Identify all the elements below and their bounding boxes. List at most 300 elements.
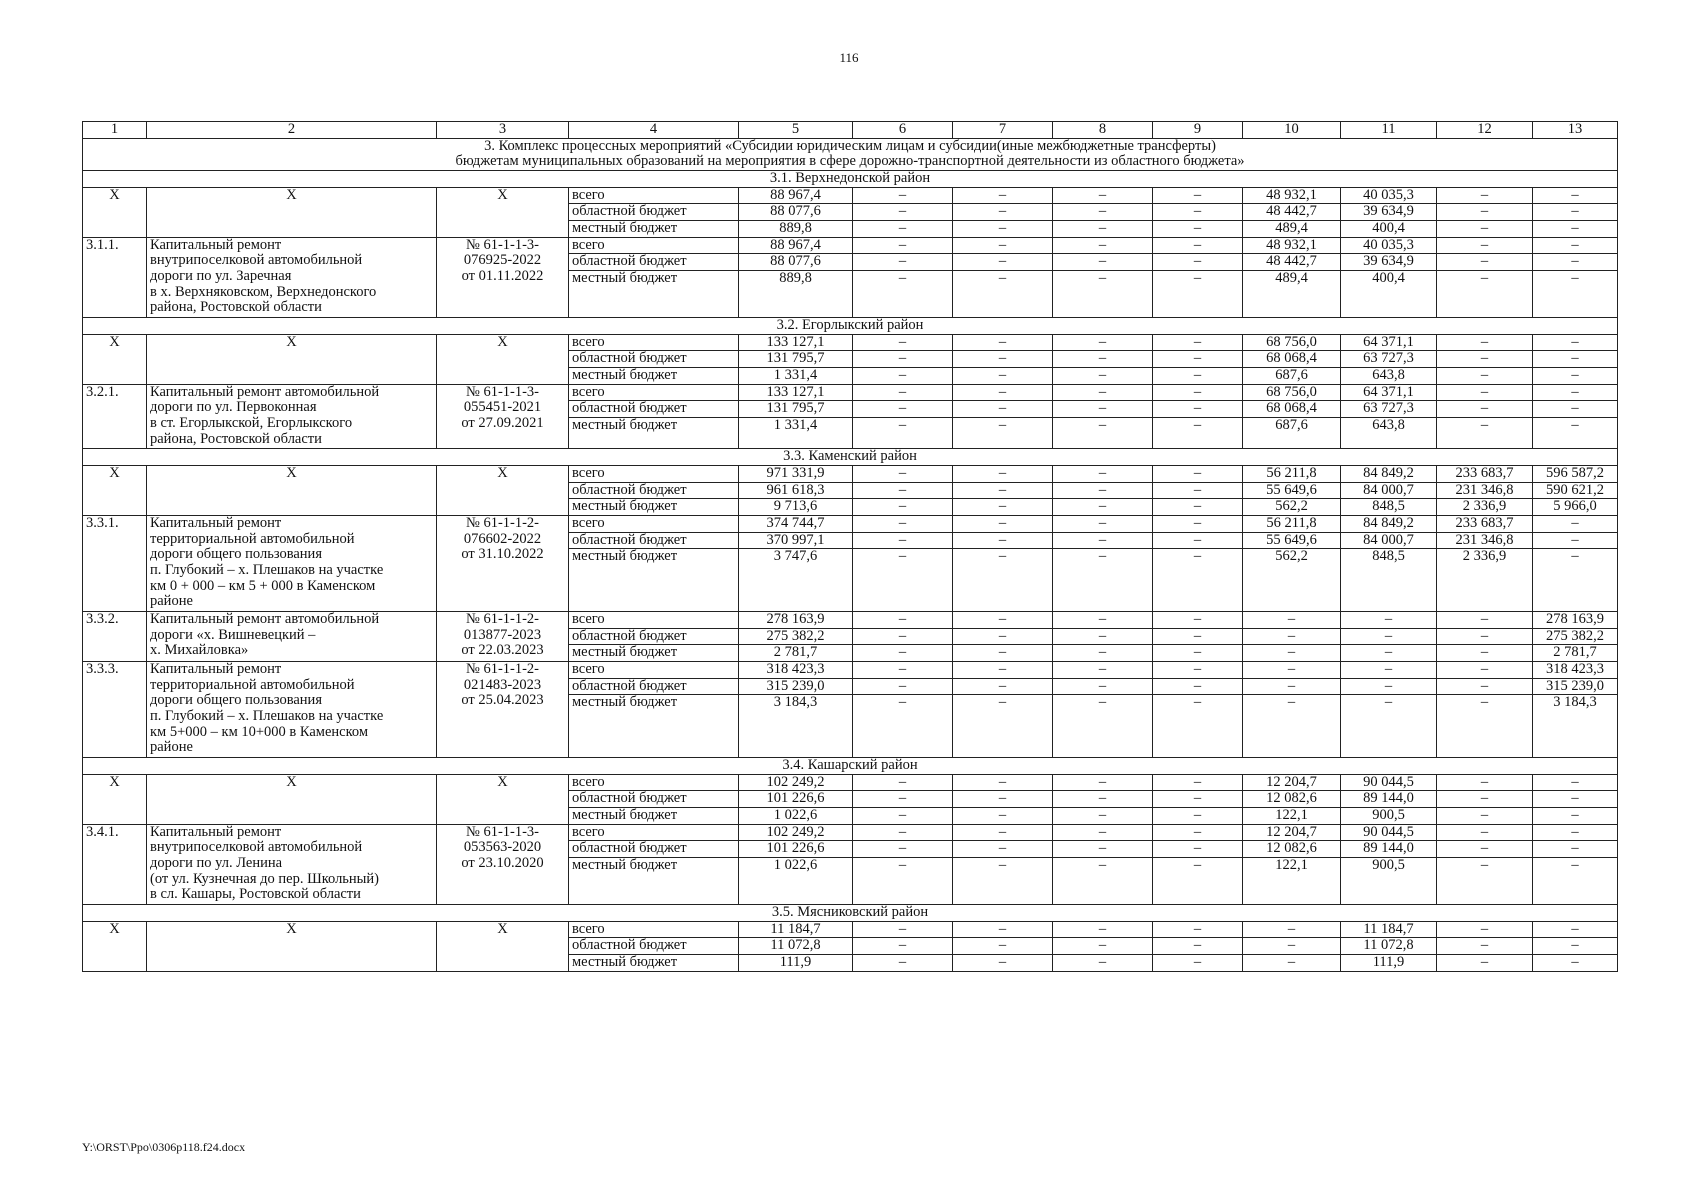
funding-source: областной бюджет	[569, 351, 739, 368]
value-cell: –	[1053, 465, 1153, 482]
value-cell: –	[1243, 955, 1341, 972]
value-cell: –	[853, 628, 953, 645]
value-cell: 374 744,7	[739, 515, 853, 532]
value-cell: 971 331,9	[739, 465, 853, 482]
value-cell: –	[853, 841, 953, 858]
column-header: 3	[437, 122, 569, 139]
column-header: 5	[739, 122, 853, 139]
value-cell: 687,6	[1243, 417, 1341, 448]
funding-source: местный бюджет	[569, 499, 739, 516]
funding-source: местный бюджет	[569, 549, 739, 612]
value-cell: –	[853, 549, 953, 612]
value-cell: 102 249,2	[739, 774, 853, 791]
section-row	[83, 905, 1618, 922]
value-cell: –	[1153, 465, 1243, 482]
value-cell: –	[953, 220, 1053, 237]
value-cell: –	[953, 334, 1053, 351]
value-cell: 89 144,0	[1341, 791, 1437, 808]
funding-source: местный бюджет	[569, 695, 739, 758]
value-cell: 89 144,0	[1341, 841, 1437, 858]
value-cell: 111,9	[739, 955, 853, 972]
item-document: № 61-1-1-2- 076602-2022 от 31.10.2022	[437, 515, 569, 611]
section-row	[83, 758, 1618, 775]
value-cell: –	[1533, 532, 1618, 549]
value-cell: –	[1437, 678, 1533, 695]
item-number: X	[83, 187, 147, 237]
item-number: 3.3.2.	[83, 612, 147, 662]
value-cell: –	[853, 237, 953, 254]
section-title: 3.4. Кашарский район	[83, 758, 1618, 775]
value-cell: –	[1437, 695, 1533, 758]
value-cell: –	[1533, 351, 1618, 368]
table-row	[83, 237, 1618, 254]
table-row	[83, 515, 1618, 532]
value-cell: –	[1437, 254, 1533, 271]
item-document: X	[437, 187, 569, 237]
value-cell: 56 211,8	[1243, 515, 1341, 532]
value-cell: 900,5	[1341, 808, 1437, 825]
value-cell: –	[1533, 549, 1618, 612]
value-cell: –	[853, 858, 953, 905]
value-cell: 88 967,4	[739, 187, 853, 204]
value-cell: –	[1533, 791, 1618, 808]
section-row	[83, 449, 1618, 466]
value-cell: –	[953, 662, 1053, 679]
value-cell: –	[953, 549, 1053, 612]
value-cell: –	[1053, 628, 1153, 645]
value-cell: –	[853, 938, 953, 955]
value-cell: –	[1053, 695, 1153, 758]
funding-source: местный бюджет	[569, 417, 739, 448]
value-cell: 318 423,3	[1533, 662, 1618, 679]
value-cell: –	[1053, 482, 1153, 499]
value-cell: 12 204,7	[1243, 774, 1341, 791]
value-cell: –	[1053, 254, 1153, 271]
value-cell: –	[1437, 791, 1533, 808]
value-cell: 3 747,6	[739, 549, 853, 612]
value-cell: –	[853, 220, 953, 237]
value-cell: –	[853, 417, 953, 448]
table-row	[83, 921, 1618, 938]
value-cell: 233 683,7	[1437, 515, 1533, 532]
value-cell: 231 346,8	[1437, 532, 1533, 549]
value-cell: 11 184,7	[739, 921, 853, 938]
value-cell: –	[1243, 678, 1341, 695]
value-cell: –	[1437, 628, 1533, 645]
value-cell: 84 849,2	[1341, 515, 1437, 532]
value-cell: –	[1533, 417, 1618, 448]
value-cell: –	[1533, 254, 1618, 271]
column-header: 7	[953, 122, 1053, 139]
value-cell: –	[1533, 774, 1618, 791]
item-number: 3.3.1.	[83, 515, 147, 611]
item-number: X	[83, 921, 147, 971]
value-cell: –	[1153, 628, 1243, 645]
funding-source: областной бюджет	[569, 532, 739, 549]
value-cell: –	[1243, 662, 1341, 679]
value-cell: –	[1153, 482, 1243, 499]
section-title: 3.3. Каменский район	[83, 449, 1618, 466]
value-cell: 90 044,5	[1341, 774, 1437, 791]
column-header: 9	[1153, 122, 1243, 139]
value-cell: 68 068,4	[1243, 401, 1341, 418]
value-cell: –	[1053, 921, 1153, 938]
value-cell: –	[1437, 367, 1533, 384]
value-cell: 40 035,3	[1341, 187, 1437, 204]
value-cell: –	[953, 482, 1053, 499]
value-cell: –	[1053, 401, 1153, 418]
value-cell: 68 068,4	[1243, 351, 1341, 368]
value-cell: 233 683,7	[1437, 465, 1533, 482]
funding-source: местный бюджет	[569, 808, 739, 825]
value-cell: 318 423,3	[739, 662, 853, 679]
value-cell: 39 634,9	[1341, 204, 1437, 221]
value-cell: –	[1243, 695, 1341, 758]
value-cell: –	[953, 858, 1053, 905]
value-cell: –	[1437, 841, 1533, 858]
value-cell: 590 621,2	[1533, 482, 1618, 499]
value-cell: –	[1153, 254, 1243, 271]
value-cell: –	[1533, 334, 1618, 351]
value-cell: 961 618,3	[739, 482, 853, 499]
value-cell: –	[1153, 938, 1243, 955]
value-cell: –	[1437, 351, 1533, 368]
value-cell: 12 082,6	[1243, 841, 1341, 858]
value-cell: –	[1053, 384, 1153, 401]
complex-title-line-2: бюджетам муниципальных образований на мероприятия в сфере дорожно-транспортной деятельности из областного бюджета»	[455, 153, 1245, 170]
value-cell: 11 072,8	[739, 938, 853, 955]
value-cell: –	[1053, 808, 1153, 825]
value-cell: –	[1243, 628, 1341, 645]
value-cell: –	[853, 334, 953, 351]
value-cell: –	[953, 774, 1053, 791]
funding-source: всего	[569, 921, 739, 938]
item-number: 3.1.1.	[83, 237, 147, 317]
item-document: X	[437, 465, 569, 515]
value-cell: 3 184,3	[739, 695, 853, 758]
section-row	[83, 170, 1618, 187]
value-cell: –	[1437, 858, 1533, 905]
value-cell: –	[1437, 204, 1533, 221]
item-number: X	[83, 334, 147, 384]
value-cell: –	[1437, 237, 1533, 254]
item-document: № 61-1-1-2- 021483-2023 от 25.04.2023	[437, 662, 569, 758]
value-cell: 131 795,7	[739, 401, 853, 418]
value-cell: 84 849,2	[1341, 465, 1437, 482]
value-cell: 2 781,7	[1533, 645, 1618, 662]
value-cell: 64 371,1	[1341, 384, 1437, 401]
value-cell: –	[853, 270, 953, 317]
value-cell: –	[1533, 367, 1618, 384]
value-cell: –	[1153, 695, 1243, 758]
funding-source: областной бюджет	[569, 841, 739, 858]
value-cell: –	[853, 482, 953, 499]
value-cell: –	[953, 695, 1053, 758]
value-cell: 562,2	[1243, 499, 1341, 516]
value-cell: 88 077,6	[739, 204, 853, 221]
value-cell: –	[1437, 808, 1533, 825]
value-cell: 643,8	[1341, 367, 1437, 384]
item-document: № 61-1-1-3- 076925-2022 от 01.11.2022	[437, 237, 569, 317]
value-cell: 55 649,6	[1243, 482, 1341, 499]
value-cell: –	[1153, 237, 1243, 254]
value-cell: –	[853, 662, 953, 679]
value-cell: –	[1053, 678, 1153, 695]
value-cell: 11 072,8	[1341, 938, 1437, 955]
value-cell: –	[1053, 791, 1153, 808]
value-cell: –	[1243, 645, 1341, 662]
item-number: 3.3.3.	[83, 662, 147, 758]
value-cell: –	[1153, 549, 1243, 612]
value-cell: –	[853, 204, 953, 221]
value-cell: 3 184,3	[1533, 695, 1618, 758]
value-cell: –	[1153, 921, 1243, 938]
value-cell: –	[953, 384, 1053, 401]
value-cell: –	[853, 515, 953, 532]
section-title: 3.5. Мясниковский район	[83, 905, 1618, 922]
value-cell: 900,5	[1341, 858, 1437, 905]
value-cell: –	[1437, 384, 1533, 401]
value-cell: –	[953, 401, 1053, 418]
value-cell: 400,4	[1341, 220, 1437, 237]
value-cell: –	[953, 612, 1053, 629]
value-cell: –	[953, 678, 1053, 695]
column-header: 1	[83, 122, 147, 139]
item-name: X	[147, 921, 437, 971]
complex-title-row	[83, 138, 1618, 170]
value-cell: –	[853, 921, 953, 938]
table-row	[83, 612, 1618, 629]
value-cell: 101 226,6	[739, 841, 853, 858]
column-header: 13	[1533, 122, 1618, 139]
complex-title-line-1: 3. Комплекс процессных мероприятий «Субсидии юридическим лицам и субсидии(иные межбюджетные трансферты)	[484, 138, 1216, 154]
value-cell: –	[1533, 824, 1618, 841]
funding-source: местный бюджет	[569, 270, 739, 317]
value-cell: –	[853, 254, 953, 271]
value-cell: 848,5	[1341, 499, 1437, 516]
footer-file-path: Y:\ORST\Ppo\0306p118.f24.docx	[82, 1140, 246, 1154]
value-cell: 133 127,1	[739, 384, 853, 401]
value-cell: –	[1153, 612, 1243, 629]
value-cell: –	[953, 532, 1053, 549]
table-row	[83, 662, 1618, 679]
value-cell: 48 932,1	[1243, 187, 1341, 204]
item-name: Капитальный ремонт автомобильной дороги «х. Вишневецкий – х. Михайловка»	[147, 612, 437, 662]
value-cell: –	[953, 270, 1053, 317]
value-cell: –	[1243, 938, 1341, 955]
table-row	[83, 465, 1618, 482]
value-cell: –	[1341, 612, 1437, 629]
item-name: Капитальный ремонт территориальной автомобильной дороги общего пользования п. Глубокий – х. Плешаков на участке км 0 + 000 – км 5 + 000 в Каменском районе	[147, 515, 437, 611]
value-cell: –	[1341, 695, 1437, 758]
value-cell: –	[853, 612, 953, 629]
item-name: Капитальный ремонт внутрипоселковой автомобильной дороги по ул. Ленина (от ул. Кузнечная до пер. Школьный) в сл. Кашары, Ростовской области	[147, 824, 437, 904]
value-cell: 90 044,5	[1341, 824, 1437, 841]
value-cell: –	[953, 921, 1053, 938]
value-cell: –	[1153, 645, 1243, 662]
value-cell: 1 331,4	[739, 417, 853, 448]
value-cell: 489,4	[1243, 270, 1341, 317]
value-cell: –	[1153, 220, 1243, 237]
value-cell: –	[953, 417, 1053, 448]
value-cell: –	[853, 401, 953, 418]
funding-source: местный бюджет	[569, 367, 739, 384]
value-cell: –	[953, 499, 1053, 516]
funding-source: всего	[569, 237, 739, 254]
funding-source: областной бюджет	[569, 401, 739, 418]
column-header: 11	[1341, 122, 1437, 139]
column-header: 6	[853, 122, 953, 139]
section-title: 3.1. Верхнедонской район	[83, 170, 1618, 187]
value-cell: –	[1053, 824, 1153, 841]
value-cell: –	[1153, 367, 1243, 384]
value-cell: –	[853, 695, 953, 758]
value-cell: –	[1533, 808, 1618, 825]
value-cell: –	[1153, 270, 1243, 317]
value-cell: –	[1533, 938, 1618, 955]
value-cell: –	[1053, 417, 1153, 448]
value-cell: 596 587,2	[1533, 465, 1618, 482]
value-cell: 562,2	[1243, 549, 1341, 612]
value-cell: –	[1437, 187, 1533, 204]
value-cell: –	[1053, 187, 1153, 204]
value-cell: –	[853, 367, 953, 384]
value-cell: 370 997,1	[739, 532, 853, 549]
value-cell: –	[1437, 612, 1533, 629]
value-cell: –	[1153, 187, 1243, 204]
value-cell: –	[1341, 628, 1437, 645]
funding-source: областной бюджет	[569, 791, 739, 808]
value-cell: –	[1153, 384, 1243, 401]
value-cell: 278 163,9	[1533, 612, 1618, 629]
value-cell: 2 781,7	[739, 645, 853, 662]
value-cell: 56 211,8	[1243, 465, 1341, 482]
value-cell: 84 000,7	[1341, 482, 1437, 499]
value-cell: –	[1153, 401, 1243, 418]
value-cell: –	[1437, 645, 1533, 662]
value-cell: –	[1437, 401, 1533, 418]
value-cell: –	[853, 645, 953, 662]
value-cell: –	[853, 791, 953, 808]
value-cell: 88 077,6	[739, 254, 853, 271]
value-cell: 101 226,6	[739, 791, 853, 808]
value-cell: 2 336,9	[1437, 549, 1533, 612]
value-cell: 39 634,9	[1341, 254, 1437, 271]
value-cell: 9 713,6	[739, 499, 853, 516]
value-cell: 643,8	[1341, 417, 1437, 448]
value-cell: 489,4	[1243, 220, 1341, 237]
value-cell: –	[953, 351, 1053, 368]
value-cell: –	[953, 628, 1053, 645]
item-name: Капитальный ремонт внутрипоселковой автомобильной дороги по ул. Заречная в х. Верхняковском, Верхнедонского района, Ростовской области	[147, 237, 437, 317]
column-header: 12	[1437, 122, 1533, 139]
value-cell: –	[853, 351, 953, 368]
value-cell: –	[1053, 841, 1153, 858]
value-cell: –	[1153, 334, 1243, 351]
value-cell: 48 442,7	[1243, 204, 1341, 221]
value-cell: 63 727,3	[1341, 351, 1437, 368]
value-cell: 400,4	[1341, 270, 1437, 317]
value-cell: 275 382,2	[1533, 628, 1618, 645]
value-cell: –	[853, 678, 953, 695]
value-cell: –	[1533, 384, 1618, 401]
funding-source: областной бюджет	[569, 938, 739, 955]
value-cell: –	[1053, 774, 1153, 791]
value-cell: –	[1153, 858, 1243, 905]
item-document: X	[437, 921, 569, 971]
item-document: X	[437, 774, 569, 824]
value-cell: –	[1437, 824, 1533, 841]
value-cell: 889,8	[739, 220, 853, 237]
value-cell: –	[1243, 921, 1341, 938]
funding-source: всего	[569, 465, 739, 482]
table-row	[83, 384, 1618, 401]
table-body	[83, 122, 1618, 972]
value-cell: –	[1341, 662, 1437, 679]
value-cell: –	[1437, 270, 1533, 317]
value-cell: 131 795,7	[739, 351, 853, 368]
value-cell: –	[1341, 645, 1437, 662]
value-cell: –	[953, 367, 1053, 384]
column-header: 10	[1243, 122, 1341, 139]
funding-source: всего	[569, 384, 739, 401]
table-row	[83, 774, 1618, 791]
value-cell: –	[853, 955, 953, 972]
value-cell: –	[1153, 678, 1243, 695]
value-cell: 315 239,0	[739, 678, 853, 695]
value-cell: –	[853, 808, 953, 825]
column-header-row	[83, 122, 1618, 139]
value-cell: –	[1053, 204, 1153, 221]
funding-source: областной бюджет	[569, 254, 739, 271]
value-cell: –	[853, 499, 953, 516]
funding-source: местный бюджет	[569, 955, 739, 972]
value-cell: 315 239,0	[1533, 678, 1618, 695]
value-cell: –	[1533, 921, 1618, 938]
value-cell: –	[853, 465, 953, 482]
value-cell: 1 022,6	[739, 858, 853, 905]
value-cell: –	[953, 187, 1053, 204]
value-cell: 48 442,7	[1243, 254, 1341, 271]
funding-source: всего	[569, 662, 739, 679]
value-cell: 133 127,1	[739, 334, 853, 351]
budget-table	[82, 121, 1618, 972]
funding-source: всего	[569, 774, 739, 791]
value-cell: –	[953, 841, 1053, 858]
item-document: X	[437, 334, 569, 384]
value-cell: –	[853, 384, 953, 401]
value-cell: 5 966,0	[1533, 499, 1618, 516]
section-row	[83, 318, 1618, 335]
value-cell: 84 000,7	[1341, 532, 1437, 549]
value-cell: –	[1053, 499, 1153, 516]
value-cell: –	[853, 824, 953, 841]
funding-source: всего	[569, 334, 739, 351]
table-row	[83, 334, 1618, 351]
value-cell: –	[1053, 220, 1153, 237]
value-cell: –	[1153, 351, 1243, 368]
value-cell: –	[1053, 955, 1153, 972]
value-cell: 88 967,4	[739, 237, 853, 254]
page-number: 116	[839, 50, 859, 65]
value-cell: –	[853, 774, 953, 791]
value-cell: –	[1533, 237, 1618, 254]
funding-source: всего	[569, 515, 739, 532]
value-cell: –	[1053, 662, 1153, 679]
value-cell: –	[1533, 858, 1618, 905]
item-name: X	[147, 465, 437, 515]
value-cell: –	[1533, 270, 1618, 317]
